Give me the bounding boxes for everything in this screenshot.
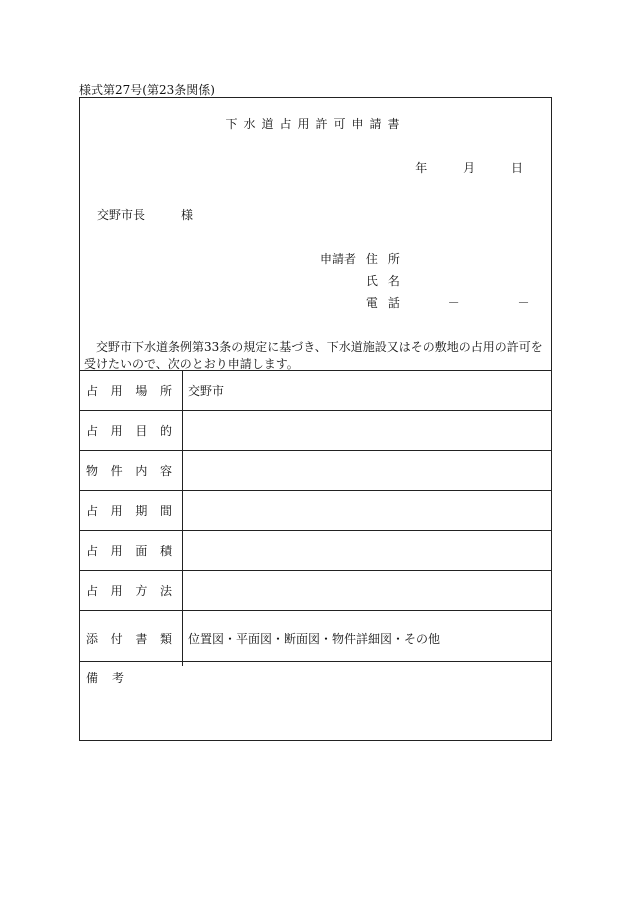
row-value-field[interactable]: [183, 571, 552, 611]
row-label: [80, 531, 183, 571]
statement-text: 交野市下水道条例第33条の規定に基づき、下水道施設又はその敷地の占用の許可を受けたいので、次のとおり申請します。: [84, 340, 543, 371]
row-label: [80, 611, 183, 667]
table-row: [80, 491, 551, 531]
table-row: [80, 611, 551, 667]
row-value-field[interactable]: [183, 411, 552, 451]
row-label-char: 用: [110, 584, 123, 598]
application-form: [79, 97, 552, 741]
day-label: 日: [510, 161, 523, 175]
row-value-field[interactable]: [183, 451, 552, 491]
row-value-field[interactable]: [183, 531, 552, 571]
table-row: [80, 371, 551, 411]
row-value-field[interactable]: [183, 491, 552, 531]
row-label-char: 件: [110, 464, 123, 478]
row-label-char: 用: [110, 504, 123, 518]
row-label-char: 付: [110, 632, 123, 646]
row-label-char: 面: [135, 544, 148, 558]
addressee-name: 交野市長: [97, 208, 146, 222]
form-header: [80, 98, 551, 370]
phone-label: 電話: [365, 296, 410, 310]
table-row: [80, 411, 551, 451]
row-label-char: 用: [110, 384, 123, 398]
honorific: 様: [181, 208, 194, 222]
date-line: [391, 159, 523, 176]
row-label-char: 用: [110, 424, 123, 438]
row-label-char: 占: [86, 424, 99, 438]
row-label-char: 場: [135, 384, 148, 398]
remarks-section[interactable]: [80, 661, 551, 741]
name-label: 氏名: [365, 274, 410, 288]
row-label-char: 目: [135, 424, 148, 438]
row-label-char: 間: [159, 504, 172, 518]
row-label-char: 物: [86, 464, 99, 478]
phone-dash-1: －: [447, 296, 460, 310]
row-label-char: 的: [159, 424, 172, 438]
row-label-char: 占: [86, 584, 99, 598]
row-value-field[interactable]: 位置図・平面図・断面図・物件詳細図・その他: [183, 611, 552, 667]
form-title: 下水道占用許可申請書: [225, 117, 406, 131]
row-label-char: 類: [159, 632, 172, 646]
row-label-char: 占: [86, 384, 99, 398]
row-label: [80, 491, 183, 531]
row-label: [80, 571, 183, 611]
row-label-char: 内: [135, 464, 148, 478]
applicant-role: 申請者: [319, 252, 356, 266]
row-label-char: 容: [159, 464, 172, 478]
address-label: 住所: [365, 252, 410, 266]
phone-dash-2: －: [517, 296, 530, 310]
applicant-block: [310, 250, 583, 316]
month-label: 月: [463, 161, 476, 175]
application-table: [80, 370, 551, 666]
row-label-char: 期: [135, 504, 148, 518]
row-label-char: 所: [159, 384, 172, 398]
remarks-label: 備考: [86, 671, 139, 685]
year-label: 年: [415, 161, 428, 175]
row-label-char: 書: [135, 632, 148, 646]
row-label-char: 占: [86, 544, 99, 558]
row-value-field[interactable]: 交野市: [183, 371, 552, 411]
table-row: [80, 451, 551, 491]
row-label-char: 添: [86, 632, 99, 646]
addressee: [97, 206, 193, 223]
row-label: [80, 371, 183, 411]
row-label-char: 占: [86, 504, 99, 518]
row-label: [80, 411, 183, 451]
row-label-char: 用: [110, 544, 123, 558]
table-row: [80, 571, 551, 611]
row-label-char: 法: [159, 584, 172, 598]
table-row: [80, 531, 551, 571]
form-number: 様式第27号(第23条関係): [79, 83, 215, 97]
row-label: [80, 451, 183, 491]
row-label-char: 積: [159, 544, 172, 558]
row-label-char: 方: [135, 584, 148, 598]
